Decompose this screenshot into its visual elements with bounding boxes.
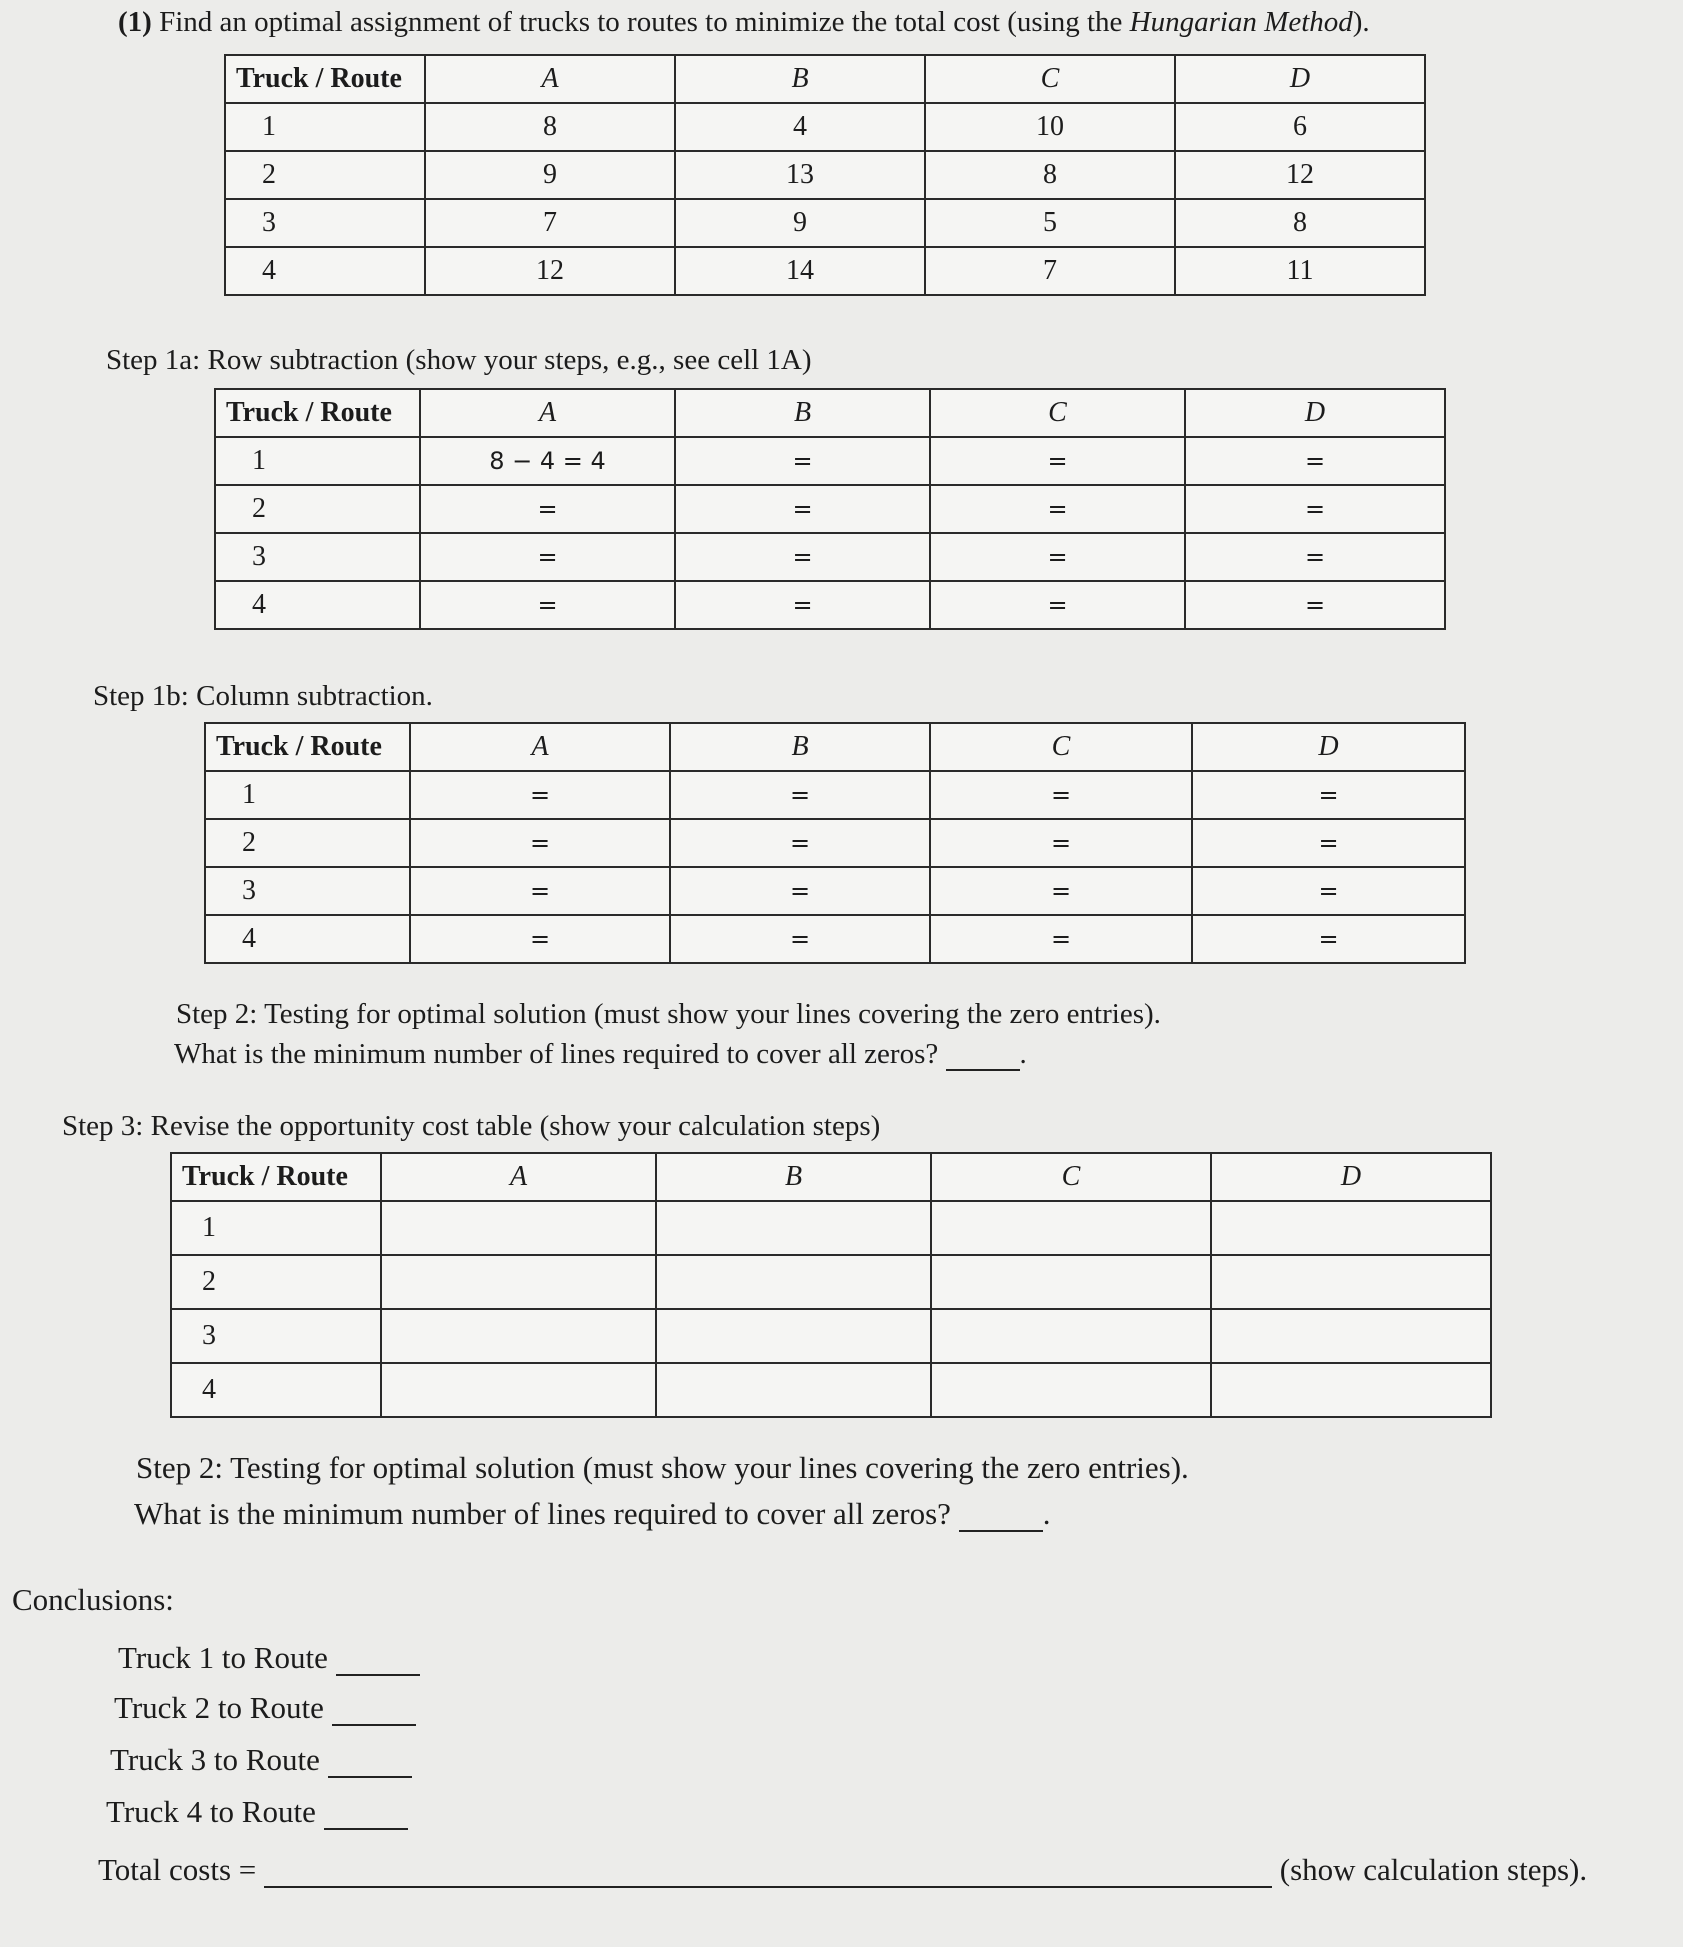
equation-cell[interactable]: = (1192, 819, 1465, 867)
step2-repeat-question-text: What is the minimum number of lines required to cover all zeros? (134, 1496, 951, 1531)
empty-cell[interactable] (381, 1363, 656, 1417)
route-answer-blank[interactable] (336, 1648, 420, 1676)
equation-cell[interactable]: = (1185, 485, 1445, 533)
equation-cell[interactable]: = (670, 771, 930, 819)
empty-cell[interactable] (1211, 1309, 1491, 1363)
step2-repeat-question (134, 1496, 1050, 1532)
table-row (171, 1309, 1491, 1363)
table-row (215, 485, 1445, 533)
header-route-a: A (425, 55, 675, 103)
table-row (171, 1255, 1491, 1309)
conclusions-heading: Conclusions: (12, 1582, 174, 1617)
table-row (205, 819, 1465, 867)
total-costs-note: (show calculation steps). (1279, 1852, 1588, 1887)
conclusion-label: Truck 2 to Route (114, 1690, 324, 1725)
truck-label: 4 (171, 1363, 381, 1417)
equation-cell[interactable]: = (410, 915, 670, 963)
empty-cell[interactable] (931, 1309, 1211, 1363)
equation-cell[interactable]: = (930, 581, 1185, 629)
header-route-d: D (1211, 1153, 1491, 1201)
equation-cell[interactable]: = (675, 485, 930, 533)
equation-cell[interactable]: = (1185, 581, 1445, 629)
route-answer-blank[interactable] (328, 1750, 412, 1778)
truck-label: 1 (225, 103, 425, 151)
truck-label: 1 (215, 437, 420, 485)
cost-cell: 9 (675, 199, 925, 247)
conclusion-line (106, 1794, 408, 1830)
conclusion-line (114, 1690, 416, 1726)
table-row (205, 867, 1465, 915)
cost-cell: 7 (925, 247, 1175, 295)
equation-cell[interactable]: = (670, 915, 930, 963)
conclusion-label: Truck 3 to Route (110, 1742, 320, 1777)
empty-cell[interactable] (381, 1255, 656, 1309)
cost-cell: 8 (925, 151, 1175, 199)
problem-title (118, 6, 1370, 39)
equation-cell[interactable]: = (1192, 867, 1465, 915)
step2-period: . (1019, 1038, 1027, 1070)
step2-label (176, 998, 1161, 1031)
header-route-b: B (675, 55, 925, 103)
header-corner: Truck / Route (205, 723, 410, 771)
cost-cell: 9 (425, 151, 675, 199)
header-route-a: A (420, 389, 675, 437)
empty-cell[interactable] (1211, 1255, 1491, 1309)
truck-label: 1 (171, 1201, 381, 1255)
equation-cell[interactable]: = (930, 485, 1185, 533)
equation-cell[interactable]: = (1192, 771, 1465, 819)
cost-cell: 12 (425, 247, 675, 295)
equation-cell[interactable]: = (410, 819, 670, 867)
step2-text: Step 2: Testing for optimal solution (must show your lines covering the zero entries). (176, 998, 1161, 1030)
cost-cell: 8 (425, 103, 675, 151)
empty-cell[interactable] (656, 1309, 931, 1363)
equation-cell[interactable]: = (420, 533, 675, 581)
conclusion-label: Truck 4 to Route (106, 1794, 316, 1829)
step1a-table (214, 388, 1446, 630)
step1a-label: Step 1a: Row subtraction (show your steps, e.g., see cell 1A) (106, 344, 812, 376)
empty-cell[interactable] (1211, 1363, 1491, 1417)
table-header-row (215, 389, 1445, 437)
equation-cell[interactable]: = (410, 867, 670, 915)
truck-label: 4 (205, 915, 410, 963)
header-corner: Truck / Route (171, 1153, 381, 1201)
problem-end: ). (1352, 6, 1370, 38)
table-row (215, 581, 1445, 629)
cost-cell: 4 (675, 103, 925, 151)
truck-label: 2 (205, 819, 410, 867)
conclusion-line (110, 1742, 412, 1778)
equation-cell[interactable]: = (1185, 533, 1445, 581)
equation-cell[interactable]: = (675, 533, 930, 581)
truck-label: 4 (225, 247, 425, 295)
step2-repeat-text: Step 2: Testing for optimal solution (must show your lines covering the zero entries). (136, 1450, 1189, 1485)
problem-method: Hungarian Method (1129, 6, 1353, 38)
cost-cell: 6 (1175, 103, 1425, 151)
cost-cell: 5 (925, 199, 1175, 247)
route-answer-blank[interactable] (324, 1802, 408, 1830)
equation-cell[interactable]: = (930, 771, 1192, 819)
equation-cell[interactable]: = (1185, 437, 1445, 485)
problem-text: Find an optimal assignment of trucks to routes to minimize the total cost (using the (159, 6, 1130, 38)
cost-cell: 11 (1175, 247, 1425, 295)
total-costs-label: Total costs = (98, 1852, 257, 1887)
step2-repeat-label (136, 1450, 1189, 1486)
conclusion-label: Truck 1 to Route (118, 1640, 328, 1675)
conclusion-line (118, 1640, 420, 1676)
lines-answer-blank[interactable] (946, 1043, 1020, 1071)
truck-label: 3 (215, 533, 420, 581)
route-answer-blank[interactable] (332, 1698, 416, 1726)
equation-cell[interactable]: = (670, 819, 930, 867)
header-route-c: C (930, 723, 1192, 771)
empty-cell[interactable] (931, 1363, 1211, 1417)
header-route-c: C (930, 389, 1185, 437)
header-route-b: B (675, 389, 930, 437)
table-row (225, 151, 1425, 199)
header-route-b: B (656, 1153, 931, 1201)
equation-cell[interactable]: = (930, 819, 1192, 867)
header-route-c: C (925, 55, 1175, 103)
truck-label: 2 (171, 1255, 381, 1309)
cost-cell: 7 (425, 199, 675, 247)
cost-cell: 10 (925, 103, 1175, 151)
cost-table (224, 54, 1426, 296)
step2-question (174, 1038, 1027, 1071)
header-corner: Truck / Route (225, 55, 425, 103)
empty-cell[interactable] (931, 1255, 1211, 1309)
header-route-b: B (670, 723, 930, 771)
equation-cell[interactable]: = (675, 437, 930, 485)
empty-cell[interactable] (931, 1201, 1211, 1255)
table-row (171, 1201, 1491, 1255)
table-row (225, 199, 1425, 247)
header-route-c: C (931, 1153, 1211, 1201)
equation-cell[interactable]: = (930, 437, 1185, 485)
equation-cell[interactable]: = (675, 581, 930, 629)
header-corner: Truck / Route (215, 389, 420, 437)
total-costs-line (98, 1852, 1587, 1888)
step1b-label: Step 1b: Column subtraction. (93, 680, 433, 712)
example-cell-1a: 8 − 4 = 4 (420, 437, 675, 485)
truck-label: 2 (225, 151, 425, 199)
empty-cell[interactable] (656, 1363, 931, 1417)
truck-label: 2 (215, 485, 420, 533)
table-row (225, 247, 1425, 295)
empty-cell[interactable] (381, 1201, 656, 1255)
equation-cell[interactable]: = (930, 915, 1192, 963)
lines-answer-blank-2[interactable] (959, 1504, 1043, 1532)
equation-cell[interactable]: = (930, 867, 1192, 915)
truck-label: 3 (171, 1309, 381, 1363)
header-route-a: A (410, 723, 670, 771)
truck-label: 3 (205, 867, 410, 915)
header-route-d: D (1192, 723, 1465, 771)
step3-label: Step 3: Revise the opportunity cost table (show your calculation steps) (62, 1110, 881, 1142)
table-header-row (171, 1153, 1491, 1201)
table-row (225, 103, 1425, 151)
table-row (215, 437, 1445, 485)
step3-table (170, 1152, 1492, 1418)
truck-label: 1 (205, 771, 410, 819)
empty-cell[interactable] (656, 1201, 931, 1255)
cost-cell: 8 (1175, 199, 1425, 247)
truck-label: 3 (225, 199, 425, 247)
equation-cell[interactable]: = (930, 533, 1185, 581)
empty-cell[interactable] (1211, 1201, 1491, 1255)
header-route-d: D (1175, 55, 1425, 103)
equation-cell[interactable]: = (1192, 915, 1465, 963)
equation-cell[interactable]: = (670, 867, 930, 915)
equation-cell[interactable]: = (420, 581, 675, 629)
step2-question-text: What is the minimum number of lines required to cover all zeros? (174, 1038, 939, 1070)
table-header-row (205, 723, 1465, 771)
cost-cell: 12 (1175, 151, 1425, 199)
header-route-d: D (1185, 389, 1445, 437)
equation-cell[interactable]: = (420, 485, 675, 533)
total-costs-blank[interactable] (264, 1860, 1272, 1888)
table-row (205, 771, 1465, 819)
table-row (171, 1363, 1491, 1417)
step1b-table (204, 722, 1466, 964)
table-header-row (225, 55, 1425, 103)
empty-cell[interactable] (656, 1255, 931, 1309)
problem-number: (1) (118, 6, 152, 38)
cost-cell: 14 (675, 247, 925, 295)
cost-cell: 13 (675, 151, 925, 199)
empty-cell[interactable] (381, 1309, 656, 1363)
truck-label: 4 (215, 581, 420, 629)
table-row (215, 533, 1445, 581)
table-row (205, 915, 1465, 963)
equation-cell[interactable]: = (410, 771, 670, 819)
step2-repeat-period: . (1042, 1496, 1051, 1531)
header-route-a: A (381, 1153, 656, 1201)
